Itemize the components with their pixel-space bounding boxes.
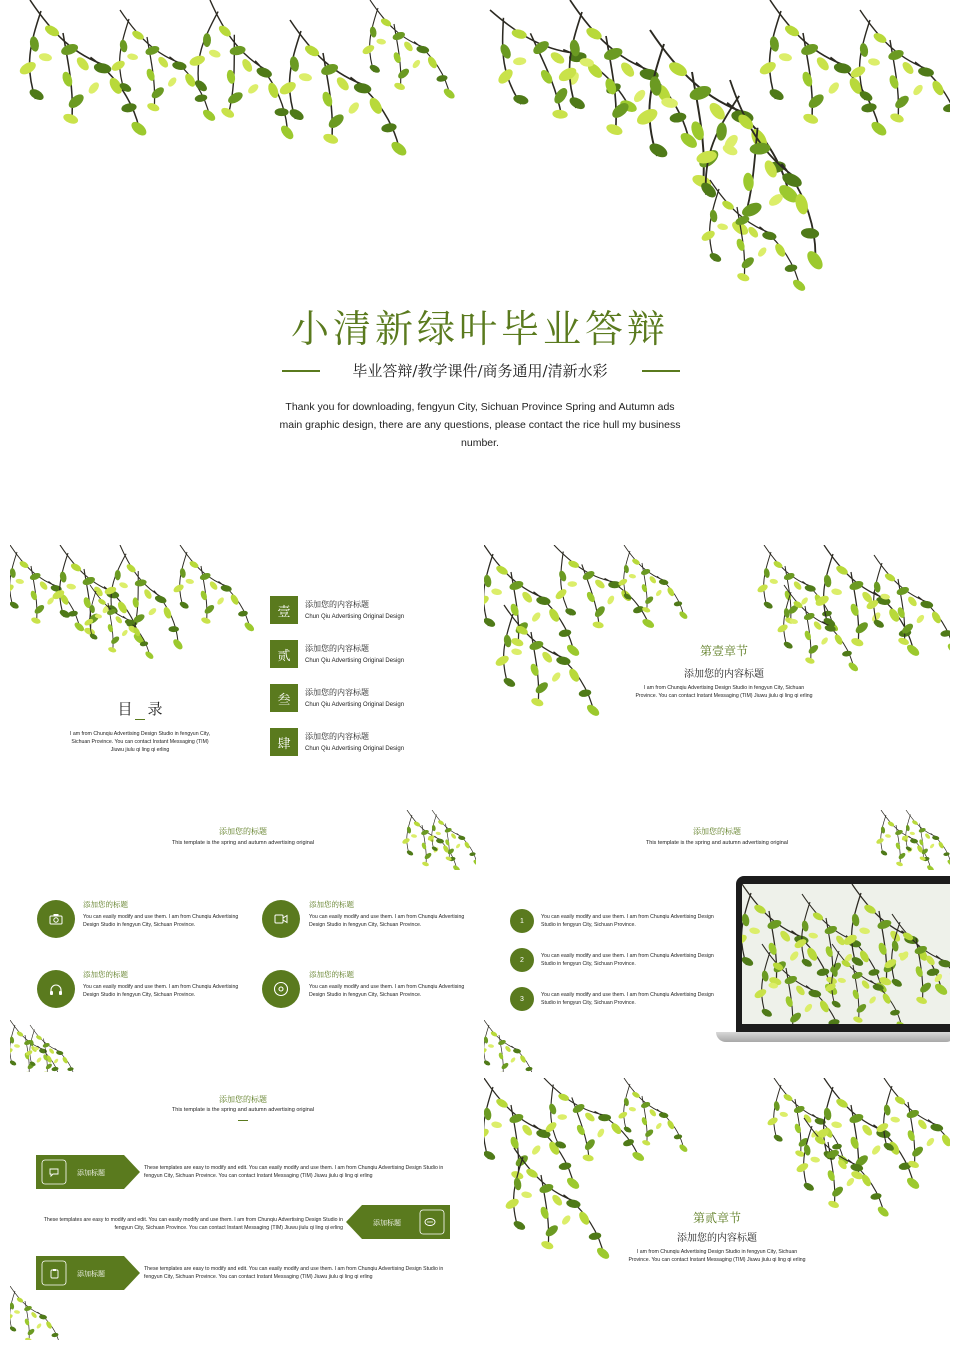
tags-slide-subtitle: This template is the spring and autumn advertising original xyxy=(171,1107,315,1113)
step-text-2: You can easily modify and use them. I am from Chunqiu Advertising Design Studio in fengyun City, Sichuan Province. xyxy=(541,953,714,968)
cover-subtitle: 毕业答辩/教学课件/商务通用/清新水彩 xyxy=(352,362,608,380)
feature-text-3: You can easily modify and use them. I am from Chunqiu Advertising Design Studio in fengyun City, Sichuan Province. xyxy=(83,984,239,999)
laptop-screen-image xyxy=(742,884,950,1024)
toc-item-title-2[interactable]: 添加您的内容标题 xyxy=(305,644,369,653)
feature-title-3: 添加您的标题 xyxy=(83,970,128,979)
step-text-3: You can easily modify and use them. I am from Chunqiu Advertising Design Studio in fengyun City, Sichuan Province. xyxy=(541,992,714,1007)
section1-slide xyxy=(484,545,950,807)
tag-label-1[interactable]: 添加标题 xyxy=(77,1169,105,1177)
features-title: 添加您的标题 xyxy=(219,827,267,836)
laptop-base xyxy=(716,1032,950,1042)
toc-number-4: 肆 xyxy=(270,728,298,756)
tag-text-2: These templates are easy to modify and edit. You can easily modify and use them. I am from Chunqiu Advertising Design Studio in fengyun City, Sichuan Province. You can contact Instant Messaging (TIM) Jiuwu jiulu qi ling qi erling xyxy=(43,1217,343,1232)
chat-icon xyxy=(49,1168,59,1177)
feature-text-4: You can easily modify and use them. I am from Chunqiu Advertising Design Studio in fengyun City, Sichuan Province. xyxy=(309,984,465,999)
step-number-3: 3 xyxy=(510,987,534,1011)
tag-label-3[interactable]: 添加标题 xyxy=(77,1270,105,1278)
feature-title-4: 添加您的标题 xyxy=(309,970,354,979)
tag-text-1: These templates are easy to modify and edit. You can easily modify and use them. I am from Chunqiu Advertising Design Studio in fengyun City, Sichuan Province. You can contact Instant Messaging (TIM) Jiuwu jiulu qi ling qi erling xyxy=(144,1165,444,1180)
foliage-corner-bottom-image xyxy=(484,1020,554,1072)
toc-item-sub-3: Chun Qiu Advertising Original Design xyxy=(305,702,405,708)
clipboard-icon xyxy=(50,1268,59,1279)
toc-heading: 目 录 xyxy=(117,700,163,718)
tags-slide xyxy=(10,1078,476,1340)
feature-title-1: 添加您的标题 xyxy=(83,900,128,909)
step-text-1: You can easily modify and use them. I am from Chunqiu Advertising Design Studio in fengyun City, Sichuan Province. xyxy=(541,914,714,929)
toc-item-title-4[interactable]: 添加您的内容标题 xyxy=(305,732,369,741)
headphones-icon xyxy=(37,970,75,1008)
section1-label: 第壹章节 xyxy=(699,644,748,658)
section1-title: 添加您的内容标题 xyxy=(684,669,764,680)
features-subtitle: This template is the spring and autumn advertising original xyxy=(171,840,315,846)
laptop-image xyxy=(716,876,950,1052)
foliage-top-image xyxy=(10,0,950,320)
tag-label-2[interactable]: 添加标题 xyxy=(373,1219,401,1227)
step-number-2: 2 xyxy=(510,948,534,972)
toc-item-sub-1: Chun Qiu Advertising Original Design xyxy=(305,614,405,620)
video-icon xyxy=(262,900,300,938)
disc-icon xyxy=(262,970,300,1008)
toc-item-sub-4: Chun Qiu Advertising Original Design xyxy=(305,746,405,752)
section2-label: 第贰章节 xyxy=(692,1211,741,1225)
laptop-slide-title: 添加您的标题 xyxy=(693,827,741,836)
toc-item-title-3[interactable]: 添加您的内容标题 xyxy=(305,688,369,697)
toc-slide xyxy=(10,545,476,807)
step-number-1: 1 xyxy=(510,909,534,933)
foliage-corner-bottom-image xyxy=(10,1020,90,1072)
foliage-corner-bottom-image xyxy=(10,1286,80,1340)
tags-title-underline xyxy=(238,1120,248,1121)
comments-icon xyxy=(424,1217,436,1227)
cover-title: 小清新绿叶毕业答辩 xyxy=(290,307,669,351)
foliage-left-image xyxy=(10,545,270,695)
subtitle-divider-right xyxy=(642,370,680,372)
laptop-slide xyxy=(484,810,950,1072)
toc-number-1: 壹 xyxy=(270,596,298,624)
section2-text: I am from Chunqiu Advertising Design Studio in fengyun City, Sichuan Province. You can contact Instant Messaging (TIM) Jiuwu jiulu qi ling qi erling xyxy=(628,1249,806,1264)
tags-slide-title: 添加您的标题 xyxy=(219,1095,267,1104)
cover-description: Thank you for downloading, fengyun City, Sichuan Province Spring and Autumn ads main graphic design, there are any questions, please contact the rice hull my business number. xyxy=(279,401,681,449)
toc-item-title-1[interactable]: 添加您的内容标题 xyxy=(305,600,369,609)
section1-text: I am from Chunqiu Advertising Design Studio in fengyun City, Sichuan Province. You can contact Instant Messaging (TIM) Jiuwu jiulu qi ling qi erling xyxy=(635,685,813,700)
laptop-slide-subtitle: This template is the spring and autumn advertising original xyxy=(645,840,789,846)
toc-number-3: 叁 xyxy=(270,684,298,712)
feature-text-2: You can easily modify and use them. I am from Chunqiu Advertising Design Studio in fengyun City, Sichuan Province. xyxy=(309,914,465,929)
tag-text-3: These templates are easy to modify and edit. You can easily modify and use them. I am from Chunqiu Advertising Design Studio in fengyun City, Sichuan Province. You can contact Instant Messaging (TIM) Jiuwu jiulu qi ling qi erling xyxy=(144,1266,444,1281)
toc-intro: I am from Chunqiu Advertising Design Studio in fengyun City, Sichuan Province. You can contact Instant Messaging (TIM) Jiuwu jiulu qi ling qi erling xyxy=(69,731,211,754)
section2-slide xyxy=(484,1078,950,1340)
camera-icon xyxy=(37,900,75,938)
cover-slide xyxy=(10,0,950,530)
feature-text-1: You can easily modify and use them. I am from Chunqiu Advertising Design Studio in fengyun City, Sichuan Province. xyxy=(83,914,239,929)
toc-number-2: 贰 xyxy=(270,640,298,668)
toc-heading-underline xyxy=(135,719,145,720)
toc-item-sub-2: Chun Qiu Advertising Original Design xyxy=(305,658,405,664)
feature-title-2: 添加您的标题 xyxy=(309,900,354,909)
section2-title: 添加您的内容标题 xyxy=(677,1233,757,1244)
features-slide xyxy=(10,810,476,1072)
